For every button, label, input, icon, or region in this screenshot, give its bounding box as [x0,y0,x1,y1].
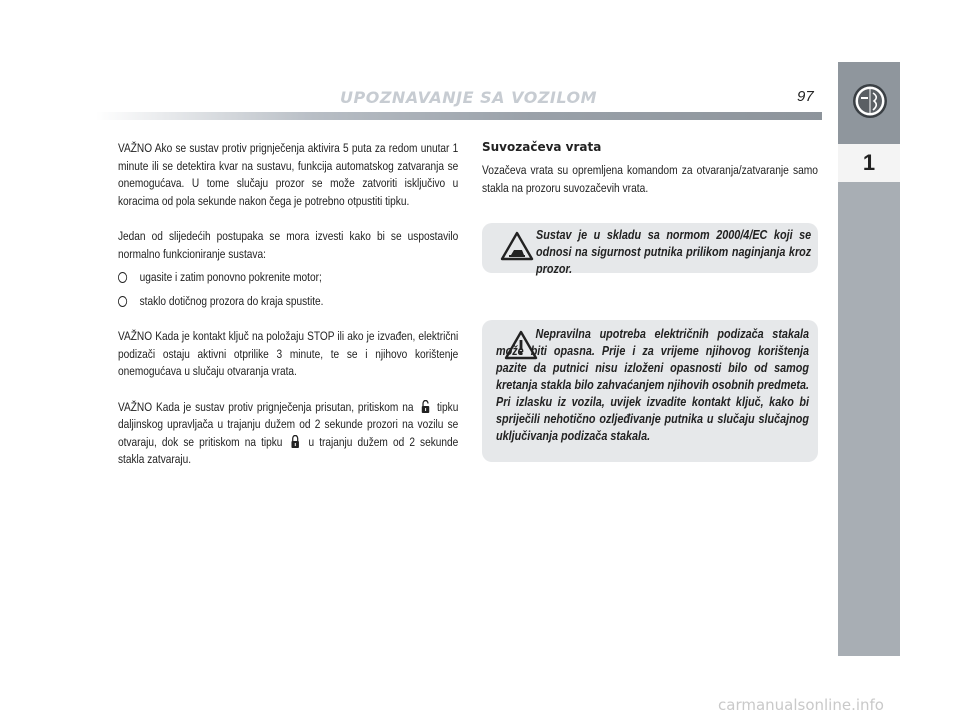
paragraph-key-stop: VAŽNO Kada je kontakt ključ na položaju STOP ili ako je izvađen, električni podizači ostaju aktivni otprilike 3 minute, te se i njihovo korištenje onemogućava u slučaju otvaranja vrata. [118,329,459,378]
section-body: Vozačeva vrata su opremljena komandom za otvaranja/zatvaranje samo stakla na prozoru suvozačevih vrata. [482,163,818,195]
warning-text: Nepravilna upotreba električnih podizača stakala može biti opasna. Prije i za vrijeme njihovog korištenja pazite da putnici nisu izloženi opasnosti bilo od samog kretanja stakla bilo zahvaćanjem njihovih osobnih predmeta. Pri izlasku iz vozila, uvijek izvadite kontakt ključ, kako bi spriječili nehotično ozljeđivanje putnika u slučaju slučajnog uključivanja podizača stakala. [496,327,810,443]
section-header-title: UPOZNAVANJE SA VOZILOM [340,88,598,107]
brand-logo-icon [852,83,888,119]
watermark: carmanualsonline.info [718,696,884,714]
paragraph-restore-procedure: Jedan od slijedećih postupaka se mora izvesti kako bi se uspostavilo normalno funkcioniranje sustava: [118,229,459,261]
info-note-box [482,223,818,276]
window-warning-icon [500,231,534,261]
bullet-icon [118,272,127,283]
paragraph-remote-control: VAŽNO Kada je sustav protiv prignječenja prisutan, pritiskom na tipku daljinskog upravljača u trajanju dužem od 2 sekunde prozori na vozilu se otvaraju, dok se pritiskom na tipku u trajanju dužem od 2 sekunde stakla zatvaraju. [118,399,459,466]
left-column [118,140,458,487]
procedure-list [118,269,458,310]
list-item: staklo dotičnog prozora do kraja spustite. [118,293,458,311]
warning-note-box [482,320,818,462]
header-rule [96,112,822,120]
right-column [482,140,818,197]
list-item: ugasite i zatim ponovno pokrenite motor; [118,269,458,287]
chapter-number: 1 [838,144,900,182]
bullet-icon [118,296,127,307]
paragraph-anti-pinch-fault: VAŽNO Ako se sustav protiv prignječenja aktivira 5 puta za redom unutar 1 minute ili se detektira kvar na sustavu, funkcija automatskog zatvaranja se onemogućava. U tome slučaju prozor se može zatvoriti isključivo u koracima od pola sekunde nakon čega je potrebno otpustiti tipku. [118,141,459,208]
lock-icon [291,435,300,448]
note-text: Sustav je u skladu sa normom 2000/4/EC koji se odnosi na sigurnost putnika prilikom naginjanja kroz prozor. [536,228,812,276]
unlock-icon [421,400,430,413]
page-number: 97 [797,88,814,105]
section-title: Suvozačeva vrata [482,140,602,154]
